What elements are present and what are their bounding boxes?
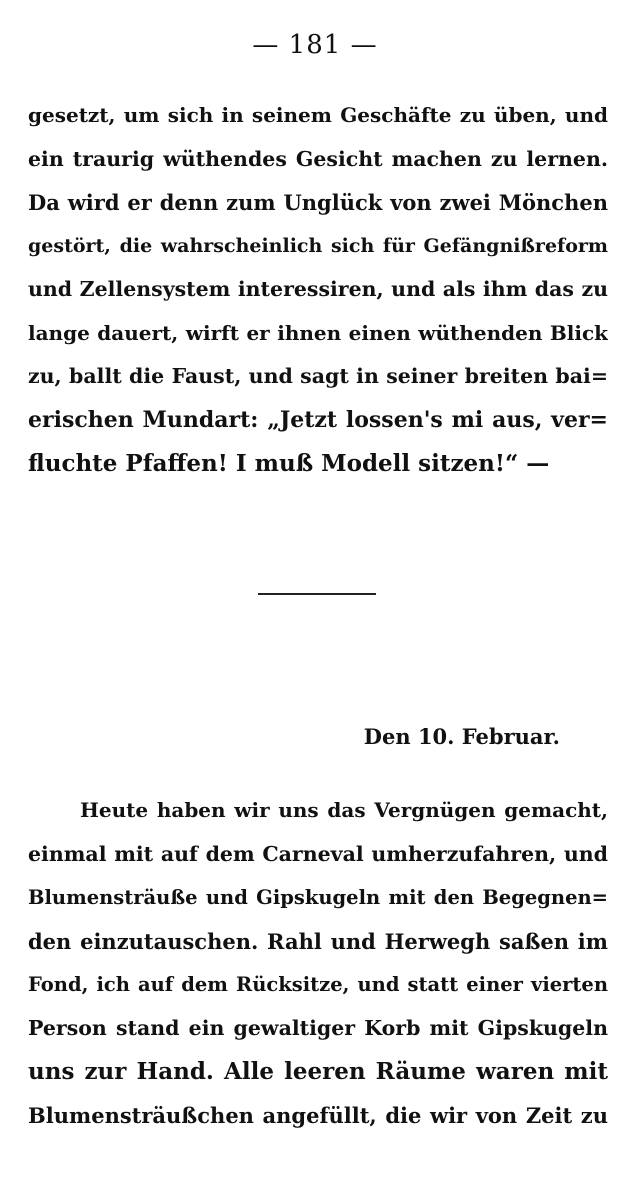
text-line: Person stand ein gewaltiger Korb mit Gipskugeln [28,1015,608,1040]
text-line: fluchte Pfaffen! I muß Modell sitzen!“ — [28,450,550,477]
text-line: Blumensträuße und Gipskugeln mit den Begegnen= [28,886,608,909]
text-line: lange dauert, wirft er ihnen einen wüthenden Blick [28,320,608,345]
text-line: Fond, ich auf dem Rücksitze, und statt einer vierten [28,973,608,996]
text-line: den einzutauschen. Rahl und Herwegh saßen im [28,928,608,954]
text-line: gesetzt, um sich in seinem Geschäfte zu üben, und [28,103,608,127]
section-divider [258,593,376,595]
text-line: einmal mit auf dem Carneval umherzufahren, und [28,841,608,866]
text-line: gestört, die wahrscheinlich sich für Gefängnißreform [28,234,608,257]
page-number: — 181 — [252,30,378,60]
text-line: zu, ballt die Faust, und sagt in seiner breiten bai= [28,364,608,388]
text-line: Da wird er denn zum Unglück von zwei Mönchen [28,190,608,215]
text-line: ein traurig wüthendes Gesicht machen zu lernen. [28,146,608,171]
text-line: Heute haben wir uns das Vergnügen gemacht, [80,798,608,822]
text-block-upper [28,94,608,486]
text-line: und Zellensystem interessiren, und als ihm das zu [28,277,608,301]
text-line: erischen Mundart: „Jetzt lossen's mi aus, ver= [28,406,608,433]
text-block-lower [28,789,608,1137]
text-line: Blumensträußchen angefüllt, die wir von Zeit zu [28,1102,608,1128]
dateline: Den 10. Februar. [363,724,560,749]
text-line: uns zur Hand. Alle leeren Räume waren mit [28,1058,608,1085]
